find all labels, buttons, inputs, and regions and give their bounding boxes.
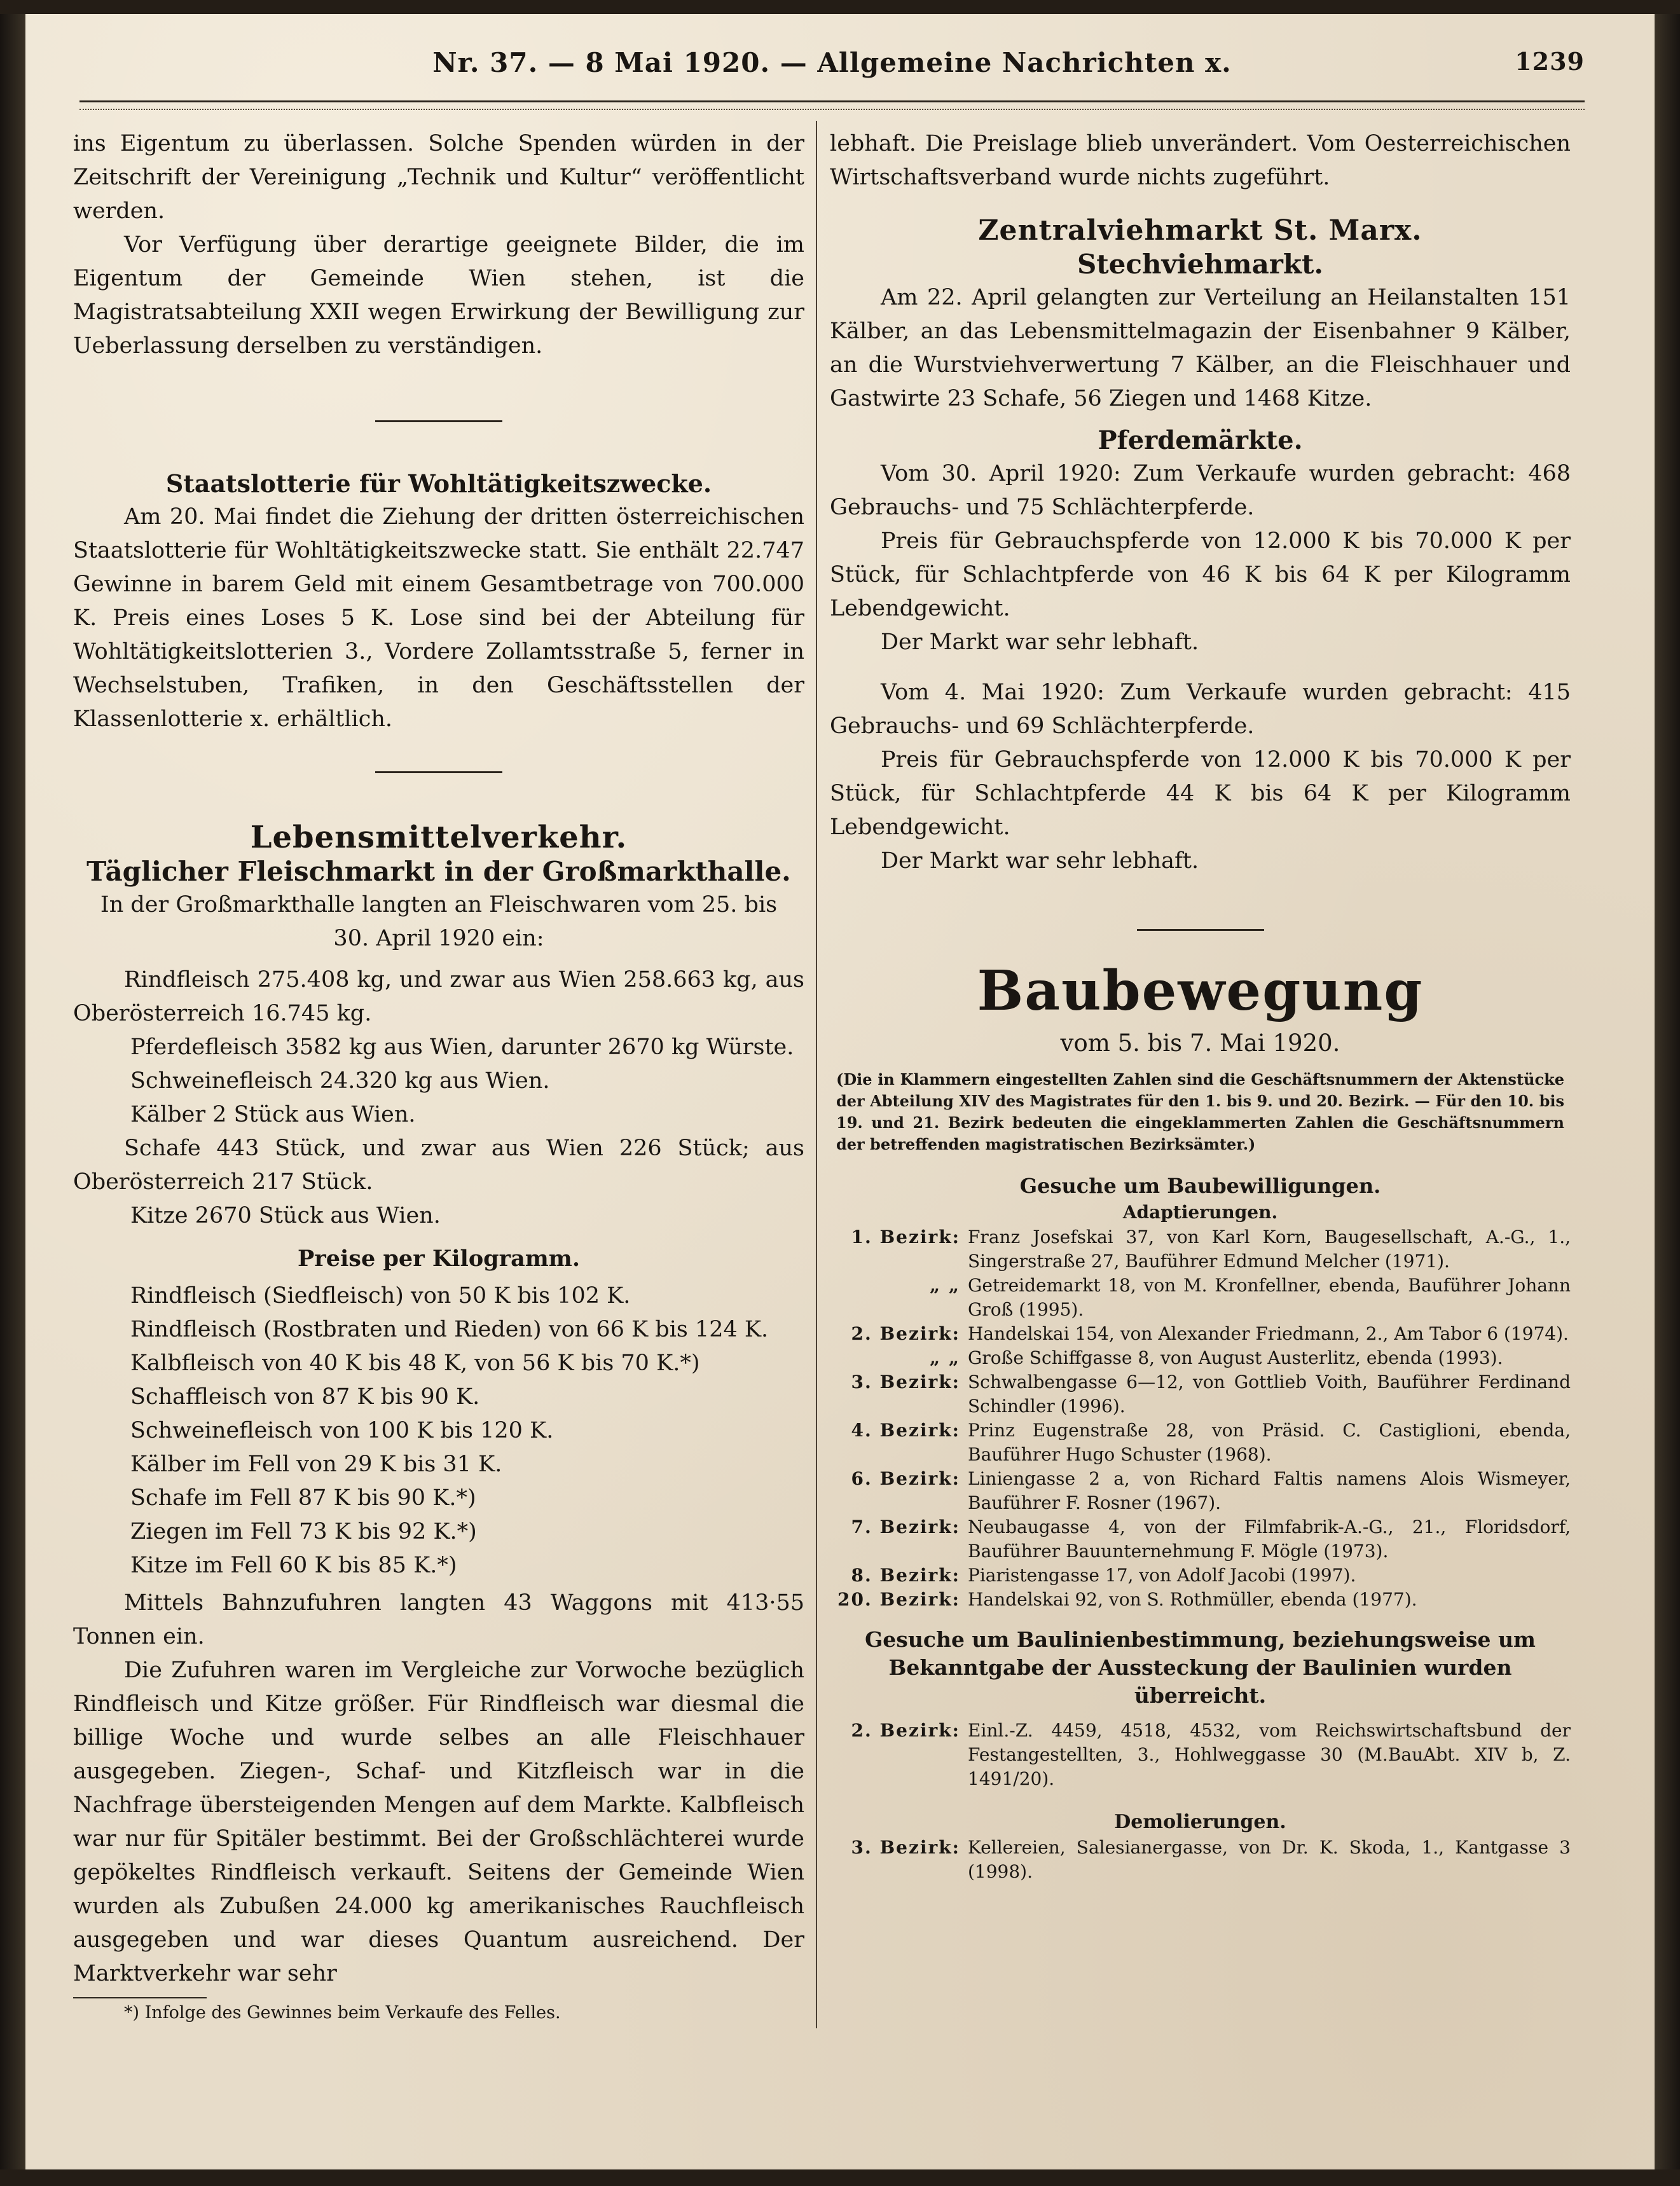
paragraph: Der Markt war sehr lebhaft. [881, 629, 1199, 655]
footnote-rule [73, 1997, 207, 1998]
subsection-heading: Täglicher Fleischmarkt in der Großmarkthalle. [86, 856, 791, 887]
district-label: „ „ [930, 1347, 960, 1368]
price-item: Kitze im Fell 60 K bis 85 K.*) [130, 1553, 457, 1578]
list-item: Schafe 443 Stück, und zwar aus Wien 226 Stück; aus Oberösterreich 217 Stück. [73, 1136, 804, 1195]
paragraph: Die Zufuhren waren im Vergleiche zur Vorwoche bezüglich Rindfleisch und Kitze größer. Für Rindfleisch war diesmal die billige Woche und wurde selbes an alle Fleischhauer ausgegeben. Ziegen-, Schaf- und Kitzfleisch war in die Nachfrage übersteigenden Mengen auf dem Markte. Kalbfleisch war nur für Spitäler bestimmt. Bei der Großschlächterei wurde gepökeltes Rindfleisch verkauft. Seitens der Gemeinde Wien wurden als Zubußen 24.000 kg amerikanisches Rauchfleisch ausgegeben und war dieses Quantum ausreichend. Der Marktverkehr war sehr [73, 1658, 804, 1986]
construction-entry [830, 1564, 1571, 1588]
paragraph: Vom 4. Mai 1920: Zum Verkaufe wurden gebracht: 415 Gebrauchs- und 69 Schlächterpferde. [830, 680, 1571, 739]
construction-entry [830, 1274, 1571, 1322]
district-label: 2. Bezirk: [851, 1720, 960, 1741]
subsection-heading: Gesuche um Baubewilligungen. [1019, 1174, 1381, 1198]
entry-text: Prinz Eugenstraße 28, von Präsid. C. Castiglioni, ebenda, Bauführer Hugo Schuster (1968). [968, 1420, 1571, 1465]
entry-text: Getreidemarkt 18, von M. Kronfellner, ebenda, Bauführer Johann Groß (1995). [968, 1275, 1571, 1320]
paragraph: Vom 30. April 1920: Zum Verkaufe wurden gebracht: 468 Gebrauchs- und 75 Schlächterpferde. [830, 461, 1571, 520]
district-label: 4. Bezirk: [851, 1420, 960, 1441]
right-column [830, 127, 1571, 1884]
construction-entry [830, 1225, 1571, 1274]
note-paragraph: (Die in Klammern eingestellten Zahlen sind die Geschäftsnummern der Aktenstücke der Abteilung XIV des Magistrates für den 1. bis 9. und 20. Bezirk. — Für den 10. bis 19. und 21. Bezirk bedeuten die eingeklammerten Zahlen die Geschäftsnummern der betreffenden magistratischen Bezirksämter.) [836, 1070, 1564, 1153]
subsection-heading: Demolierungen. [1114, 1811, 1286, 1833]
list-item: Rindfleisch 275.408 kg, und zwar aus Wien 258.663 kg, aus Oberösterreich 16.745 kg. [73, 967, 804, 1026]
section-heading: Zentralviehmarkt St. Marx. [978, 214, 1422, 247]
scan-edge-bottom [0, 2169, 1680, 2186]
price-item: Kalbfleisch von 40 K bis 48 K, von 56 K bis 70 K.*) [130, 1351, 700, 1376]
district-label: 3. Bezirk: [851, 1837, 960, 1858]
district-label: 7. Bezirk: [851, 1516, 960, 1537]
entry-text: Einl.-Z. 4459, 4518, 4532, vom Reichswirtschaftsbund der Festangestellten, 3., Hohlweggasse 30 (M.BauAbt. XIV b, Z. 1491/20). [968, 1720, 1571, 1789]
subsection-heading: vom 5. bis 7. Mai 1920. [1060, 1029, 1340, 1057]
scan-edge-right [1655, 0, 1680, 2186]
entry-text: Große Schiffgasse 8, von August Austerlitz, ebenda (1993). [968, 1347, 1503, 1368]
price-item: Kälber im Fell von 29 K bis 31 K. [130, 1452, 502, 1477]
paragraph: Mittels Bahnzufuhren langten 43 Waggons mit 413·55 Tonnen ein. [73, 1590, 804, 1649]
footnote: *) Infolge des Gewinnes beim Verkaufe des Felles. [124, 2003, 561, 2023]
subsection-heading: Stechviehmarkt. [1077, 249, 1324, 280]
paragraph: Vor Verfügung über derartige geeignete Bilder, die im Eigentum der Gemeinde Wien stehen, ist die Magistratsabteilung XXII wegen Erwirkung der Bewilligung zur Ueberlassung derselben zu verständigen. [73, 232, 804, 359]
construction-entry [830, 1370, 1571, 1419]
entry-text: Neubaugasse 4, von der Filmfabrik-A.-G., 21., Floridsdorf, Bauführer Bauunternehmung F. Mögle (1973). [968, 1516, 1571, 1562]
page-number: 1239 [1515, 47, 1585, 76]
header-rule [79, 100, 1585, 110]
left-column [73, 127, 804, 2024]
construction-entry [830, 1322, 1571, 1346]
entry-text: Piaristengasse 17, von Adolf Jacobi (1997). [968, 1565, 1356, 1586]
construction-entry [830, 1419, 1571, 1467]
scan-edge-top [0, 0, 1680, 14]
paragraph: Preis für Gebrauchspferde von 12.000 K bis 70.000 K per Stück, für Schlachtpferde von 46 K bis 64 K per Kilogramm Lebendgewicht. [830, 528, 1571, 621]
entry-text: Handelskai 154, von Alexander Friedmann, 2., Am Tabor 6 (1974). [968, 1323, 1569, 1344]
district-label: 8. Bezirk: [851, 1565, 960, 1586]
entry-text: Schwalbengasse 6—12, von Gottlieb Voith, Bauführer Ferdinand Schindler (1996). [968, 1371, 1571, 1417]
section-heading: Staatslotterie für Wohltätigkeitszwecke. [165, 469, 712, 498]
subsection-heading: Preise per Kilogramm. [297, 1246, 581, 1272]
entry-text: Liniengasse 2 a, von Richard Faltis namens Alois Wismeyer, Bauführer F. Rosner (1967). [968, 1468, 1571, 1513]
district-label: „ „ [930, 1275, 960, 1296]
paragraph: Am 22. April gelangten zur Verteilung an Heilanstalten 151 Kälber, an das Lebensmittelmagazin der Eisenbahner 9 Kälber, an die Wurstviehverwertung 7 Kälber, an die Fleischhauer und Gastwirte 23 Schafe, 56 Ziegen und 1468 Kitze. [830, 285, 1571, 411]
district-label: 3. Bezirk: [851, 1371, 960, 1392]
paragraph: Der Markt war sehr lebhaft. [881, 848, 1199, 874]
paragraph: lebhaft. Die Preislage blieb unverändert. Vom Oesterreichischen Wirtschaftsverband wurde nichts zugeführt. [830, 131, 1571, 190]
construction-entry [830, 1515, 1571, 1564]
price-item: Schweinefleisch von 100 K bis 120 K. [130, 1418, 554, 1443]
construction-entry [830, 1719, 1571, 1791]
entry-text: Handelskai 92, von S. Rothmüller, ebenda (1977). [968, 1589, 1417, 1610]
entry-text: Kellereien, Salesianergasse, von Dr. K. Skoda, 1., Kantgasse 3 (1998). [968, 1837, 1571, 1882]
price-item: Rindfleisch (Siedfleisch) von 50 K bis 102 K. [130, 1283, 631, 1309]
section-heading: Baubewegung [977, 959, 1424, 1023]
district-label: 20. Bezirk: [837, 1589, 960, 1610]
page-header [79, 42, 1585, 86]
paragraph: In der Großmarkthalle langten an Fleischwaren vom 25. bis 30. April 1920 ein: [100, 892, 778, 951]
price-item: Rindfleisch (Rostbraten und Rieden) von 66 K bis 124 K. [130, 1317, 769, 1342]
header-title: Nr. 37. — 8 Mai 1920. — Allgemeine Nachrichten x. [432, 47, 1232, 78]
paragraph: Am 20. Mai findet die Ziehung der dritten österreichischen Staatslotterie für Wohltätigkeitszwecke statt. Sie enthält 22.747 Gewinne in barem Geld mit einem Gesamtbetrage von 700.000 K. Preis eines Loses 5 K. Lose sind bei der Abteilung für Wohltätigkeitslotterien 3., Vordere Zollamtsstraße 5, ferner in Wechselstuben, Trafiken, in den Geschäftsstellen der Klassenlotterie x. erhältlich. [73, 504, 804, 732]
district-label: 1. Bezirk: [851, 1227, 960, 1248]
column-divider [816, 121, 817, 2028]
price-item: Schafe im Fell 87 K bis 90 K.*) [130, 1485, 476, 1511]
construction-entry [830, 1588, 1571, 1612]
entry-text: Franz Josefskai 37, von Karl Korn, Baugesellschaft, A.-G., 1., Singerstraße 27, Bauführer Edmund Melcher (1971). [968, 1227, 1571, 1272]
subsection-heading: Adaptierungen. [1122, 1202, 1278, 1223]
section-heading: Lebensmittelverkehr. [250, 820, 628, 855]
list-item: Kitze 2670 Stück aus Wien. [130, 1203, 441, 1228]
construction-entry [830, 1467, 1571, 1515]
district-label: 6. Bezirk: [851, 1468, 960, 1489]
construction-entry [830, 1346, 1571, 1370]
price-item: Schaffleisch von 87 K bis 90 K. [130, 1384, 480, 1410]
list-item: Kälber 2 Stück aus Wien. [130, 1102, 416, 1127]
scan-edge-left [0, 0, 25, 2186]
list-item: Pferdefleisch 3582 kg aus Wien, darunter 2670 kg Würste. [130, 1035, 794, 1060]
subsection-heading: Pferdemärkte. [1098, 425, 1303, 455]
price-item: Ziegen im Fell 73 K bis 92 K.*) [130, 1519, 477, 1544]
paragraph: ins Eigentum zu überlassen. Solche Spenden würden in der Zeitschrift der Vereinigung „Technik und Kultur“ veröffentlicht werden. [73, 131, 804, 224]
construction-entry [830, 1836, 1571, 1884]
list-item: Schweinefleisch 24.320 kg aus Wien. [130, 1068, 550, 1094]
paragraph: Preis für Gebrauchspferde von 12.000 K bis 70.000 K per Stück, für Schlachtpferde 44 K bis 64 K per Kilogramm Lebendgewicht. [830, 747, 1571, 840]
district-label: 2. Bezirk: [851, 1323, 960, 1344]
subsection-heading: Gesuche um Baulinienbestimmung, beziehungsweise um Bekanntgabe der Aussteckung der Baulinien wurden überreicht. [865, 1627, 1536, 1708]
